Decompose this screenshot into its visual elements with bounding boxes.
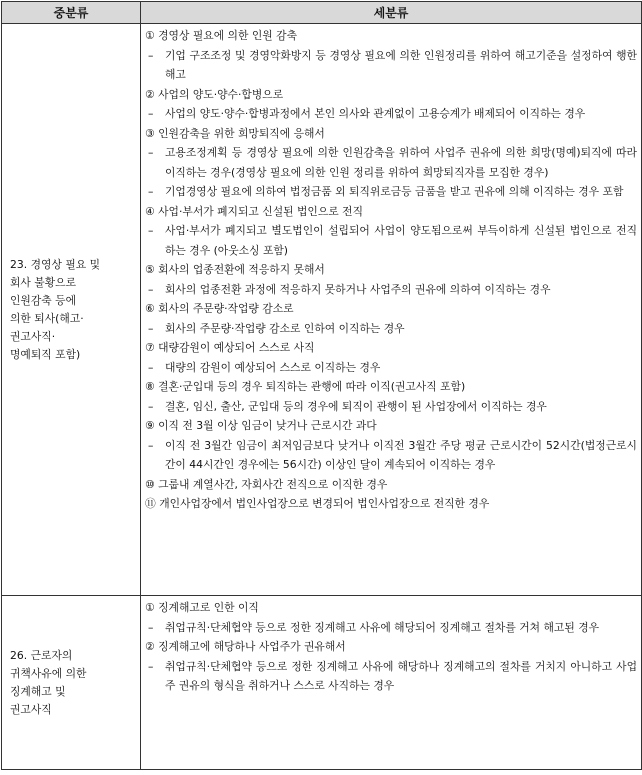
sub-category-item-title: ⑪ 개인사업장에서 법인사업장으로 변경되어 법인사업장으로 전직한 경우 [145, 497, 490, 510]
detail-text: 취업규칙·단체협약 등으로 정한 징계해고 사유에 해당하나 징계해고의 절차를 거치지 아니하고 사업주 권유의 형식을 취하거나 스스로 사직하는 경우 [165, 659, 637, 692]
detail-text: 기업 구조조정 및 경영악화방지 등 경영상 필요에 의한 인원정리를 위하여 해고기준을 설정하여 행한 해고 [165, 48, 637, 81]
sub-category-detail [148, 104, 637, 124]
classification-table [1, 1, 642, 770]
sub-category-detail [148, 436, 637, 475]
dash-bullet-icon: – [148, 48, 154, 62]
major-category-line: 26. 근로자의 [10, 648, 73, 662]
sub-category-detail [148, 221, 637, 260]
sub-category-detail [148, 657, 637, 696]
dash-bullet-icon: – [148, 146, 154, 159]
sub-category-detail [148, 143, 637, 182]
sub-category-detail [148, 280, 637, 300]
sub-category-cell [141, 24, 642, 596]
dash-bullet-icon: – [148, 107, 154, 120]
sub-category-item-title: ② 징계해고에 해당하나 사업주가 권유해서 [145, 640, 346, 653]
major-category-line: 권고사직 [10, 702, 52, 716]
major-category-line: 귀책사유에 의한 [10, 666, 87, 680]
dash-bullet-icon: – [148, 224, 154, 237]
detail-text: 회사의 업종전환 과정에 적응하지 못하거나 사업주의 권유에 의하여 이직하는 경우 [165, 282, 551, 296]
sub-category-cell [141, 596, 642, 770]
major-category-line: 회사 불황으로 [10, 275, 77, 289]
table-row [2, 24, 642, 596]
dash-bullet-icon: – [148, 659, 154, 673]
dash-bullet-icon: – [148, 620, 154, 634]
detail-text: 대량의 감원이 예상되어 스스로 이직하는 경우 [165, 360, 381, 374]
dash-bullet-icon: – [148, 321, 154, 335]
sub-category-item-title: ④ 사업·부서가 폐지되고 신설된 법인으로 전직 [145, 204, 364, 218]
sub-category-item-title: ⑨ 이직 전 3월 이상 임금이 낮거나 근로시간 과다 [145, 419, 377, 432]
sub-category-item-title: ⑧ 결혼·군입대 등의 경우 퇴직하는 관행에 따라 이직(권고사직 포함) [145, 380, 466, 393]
major-category-cell [2, 24, 141, 596]
major-category-line: 23. 경영상 필요 및 [10, 257, 101, 271]
dash-bullet-icon: – [148, 360, 154, 374]
sub-category-item-title: ⑩ 그룹내 계열사간, 자회사간 전직으로 이직한 경우 [145, 477, 388, 491]
sub-category-item-title: ⑤ 회사의 업종전환에 적응하지 못해서 [145, 263, 325, 276]
major-category-line: 권고사직· [10, 329, 56, 343]
dash-bullet-icon: – [148, 282, 154, 296]
table-body [2, 24, 642, 770]
sub-category-item-title: ② 사업의 양도·양수·합병으로 [145, 87, 284, 101]
major-category-cell [2, 596, 141, 770]
header-major-category: 중분류 [2, 2, 141, 24]
detail-text: 이직 전 3월간 임금이 최저임금보다 낮거나 이직전 3월간 주당 평균 근로시간이 52시간(법정근로시간이 44시간인 경우에는 56시간) 이상인 달이 계속되어 이직하는 경우 [165, 438, 637, 471]
dash-bullet-icon: – [148, 399, 154, 413]
sub-category-detail [148, 397, 637, 417]
detail-text: 취업규칙·단체협약 등으로 정한 징계해고 사유에 해당되어 징계해고 절차를 거쳐 해고된 경우 [165, 620, 600, 634]
major-category-line: 인원감축 등에 [10, 293, 77, 307]
major-category-line: 명예퇴직 포함) [10, 347, 81, 361]
sub-category-detail [148, 319, 637, 339]
detail-text: 사업의 양도·양수·합병과정에서 본인 의사와 관계없이 고용승계가 배제되어 이직하는 경우 [165, 107, 586, 120]
sub-category-item-title: ① 경영상 필요에 의한 인원 감축 [145, 29, 297, 42]
sub-category-detail [148, 618, 637, 638]
detail-text: 고용조정계획 등 경영상 필요에 의한 인원감축을 위하여 사업주 권유에 의한 희망(명예)퇴직에 따라 이직하는 경우(경영상 필요에 의한 인원 정리를 위하여 희망퇴직자를 모집한 경우) [165, 146, 637, 179]
sub-category-detail [148, 182, 637, 202]
header-row [2, 2, 642, 24]
dash-bullet-icon: – [148, 185, 154, 198]
detail-text: 기업경영상 필요에 의하여 법정금품 외 퇴직위로금등 금품을 받고 권유에 의해 이직하는 경우 포함 [165, 185, 624, 198]
sub-category-item-title: ① 징계해고로 인한 이직 [145, 601, 259, 614]
table-row [2, 596, 642, 770]
sub-category-item-title: ⑥ 회사의 주문량·작업량 감소로 [145, 302, 294, 315]
major-category-line: 징계해고 및 [10, 684, 66, 698]
sub-category-detail [148, 358, 637, 378]
sub-category-item-title: ③ 인원감축을 위한 희망퇴직에 응해서 [145, 126, 325, 140]
dash-bullet-icon: – [148, 438, 154, 452]
sub-category-detail [148, 46, 637, 85]
detail-text: 사업·부서가 폐지되고 별도법인이 설립되어 사업이 양도됨으로써 부득이하게 신설된 법인으로 전직하는 경우 (아웃소싱 포함) [165, 224, 637, 257]
major-category-line: 의한 퇴사(해고· [10, 311, 84, 325]
detail-text: 회사의 주문량·작업량 감소로 인하여 이직하는 경우 [165, 321, 405, 335]
detail-text: 결혼, 임신, 출산, 군입대 등의 경우에 퇴직이 관행이 된 사업장에서 이직하는 경우 [165, 399, 547, 413]
header-sub-category: 세분류 [141, 2, 642, 24]
sub-category-item-title: ⑦ 대량감원이 예상되어 스스로 사직 [145, 341, 315, 354]
